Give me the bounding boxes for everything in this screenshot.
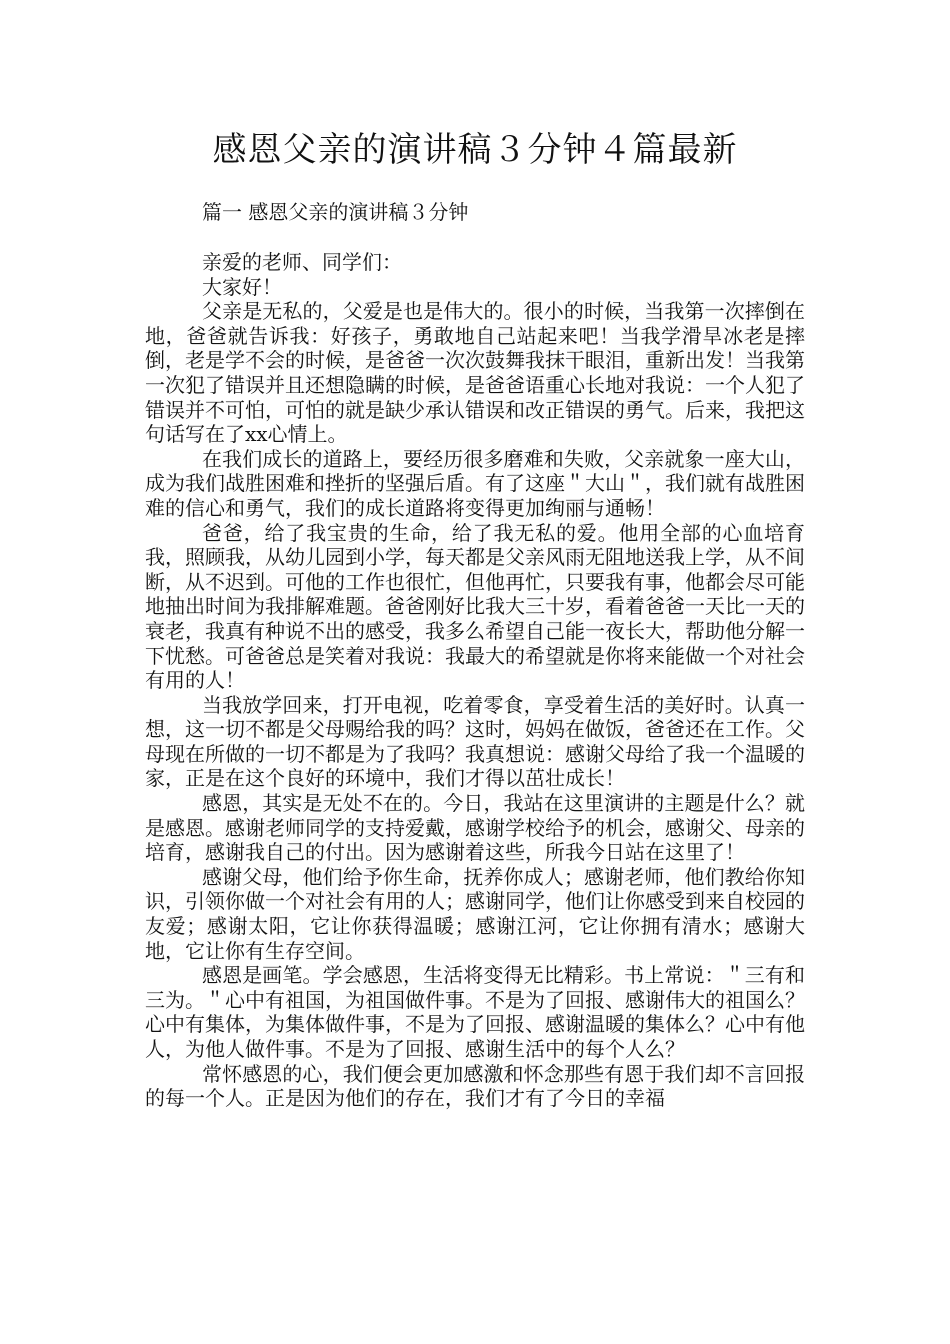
document-title: 感恩父亲的演讲稿３分钟４篇最新 [212,130,738,170]
section-heading: 篇一 感恩父亲的演讲稿３分钟 [202,200,469,224]
paragraph-greeting: 大家好！ [202,274,282,299]
paragraph-salutation: 亲爱的老师、同学们： [202,250,402,274]
paragraph: 感谢父母，他们给予你生命，抚养你成人；感谢老师，他们教给你知识，引领你做一个对社会有用的人；感谢同学，他们让你感受到来自校园的友爱；感谢太阳，它让你获得温暖；感谢江河，它让你拥有清水；感谢大地，它让你有生存空间。 [145,864,805,963]
document-body [145,250,805,1111]
paragraph: 感恩是画笔。学会感恩，生活将变得无比精彩。书上常说：＂三有和三为。＂心中有祖国，为祖国做件事。不是为了回报、感谢伟大的祖国么？心中有集体，为集体做件事，不是为了回报、感谢温暖的集体么？心中有他人，为他人做件事。不是为了回报、感谢生活中的每个人么？ [145,963,805,1061]
paragraph: 爸爸，给了我宝贵的生命，给了我无私的爱。他用全部的心血培育我，照顾我，从幼儿园到小学，每天都是父亲风雨无阻地送我上学，从不间断，从不迟到。可他的工作也很忙，但他再忙，只要我有事，他都会尽可能地抽出时间为我排解难题。爸爸刚好比我大三十岁，看着爸爸一天比一天的衰老，我真有种说不出的感受，我多么希望自己能一夜长大，帮助他分解一下忧愁。可爸爸总是笑着对我说：我最大的希望就是你将来能做一个对社会有用的人！ [145,520,805,693]
paragraph: 常怀感恩的心，我们便会更加感激和怀念那些有恩于我们却不言回报的每一个人。正是因为他们的存在，我们才有了今日的幸福 [145,1061,805,1111]
paragraph: 感恩，其实是无处不在的。今日，我站在这里演讲的主题是什么？就是感恩。感谢老师同学的支持爱戴，感谢学校给予的机会，感谢父、母亲的培育，感谢我自己的付出。因为感谢着这些，所我今日站在这里了！ [145,791,805,865]
paragraph: 在我们成长的道路上，要经历很多磨难和失败，父亲就象一座大山，成为我们战胜困难和挫折的坚强后盾。有了这座＂大山＂，我们就有战胜困难的信心和勇气，我们的成长道路将变得更加绚丽与通畅！ [145,446,805,520]
paragraph: 当我放学回来，打开电视，吃着零食，享受着生活的美好时。认真一想，这一切不都是父母赐给我的吗？这时，妈妈在做饭，爸爸还在工作。父母现在所做的一切不都是为了我吗？我真想说：感谢父母给了我一个温暖的家，正是在这个良好的环境中，我们才得以茁壮成长！ [145,692,805,791]
paragraph: 父亲是无私的，父爱是也是伟大的。很小的时候，当我第一次摔倒在地，爸爸就告诉我：好孩子，勇敢地自己站起来吧！当我学滑旱冰老是摔倒，老是学不会的时候，是爸爸一次次鼓舞我抹干眼泪，重新出发！当我第一次犯了错误并且还想隐瞒的时候，是爸爸语重心长地对我说：一个人犯了错误并不可怕，可怕的就是缺少承认错误和改正错误的勇气。后来，我把这句话写在了xx心情上。 [145,299,805,447]
